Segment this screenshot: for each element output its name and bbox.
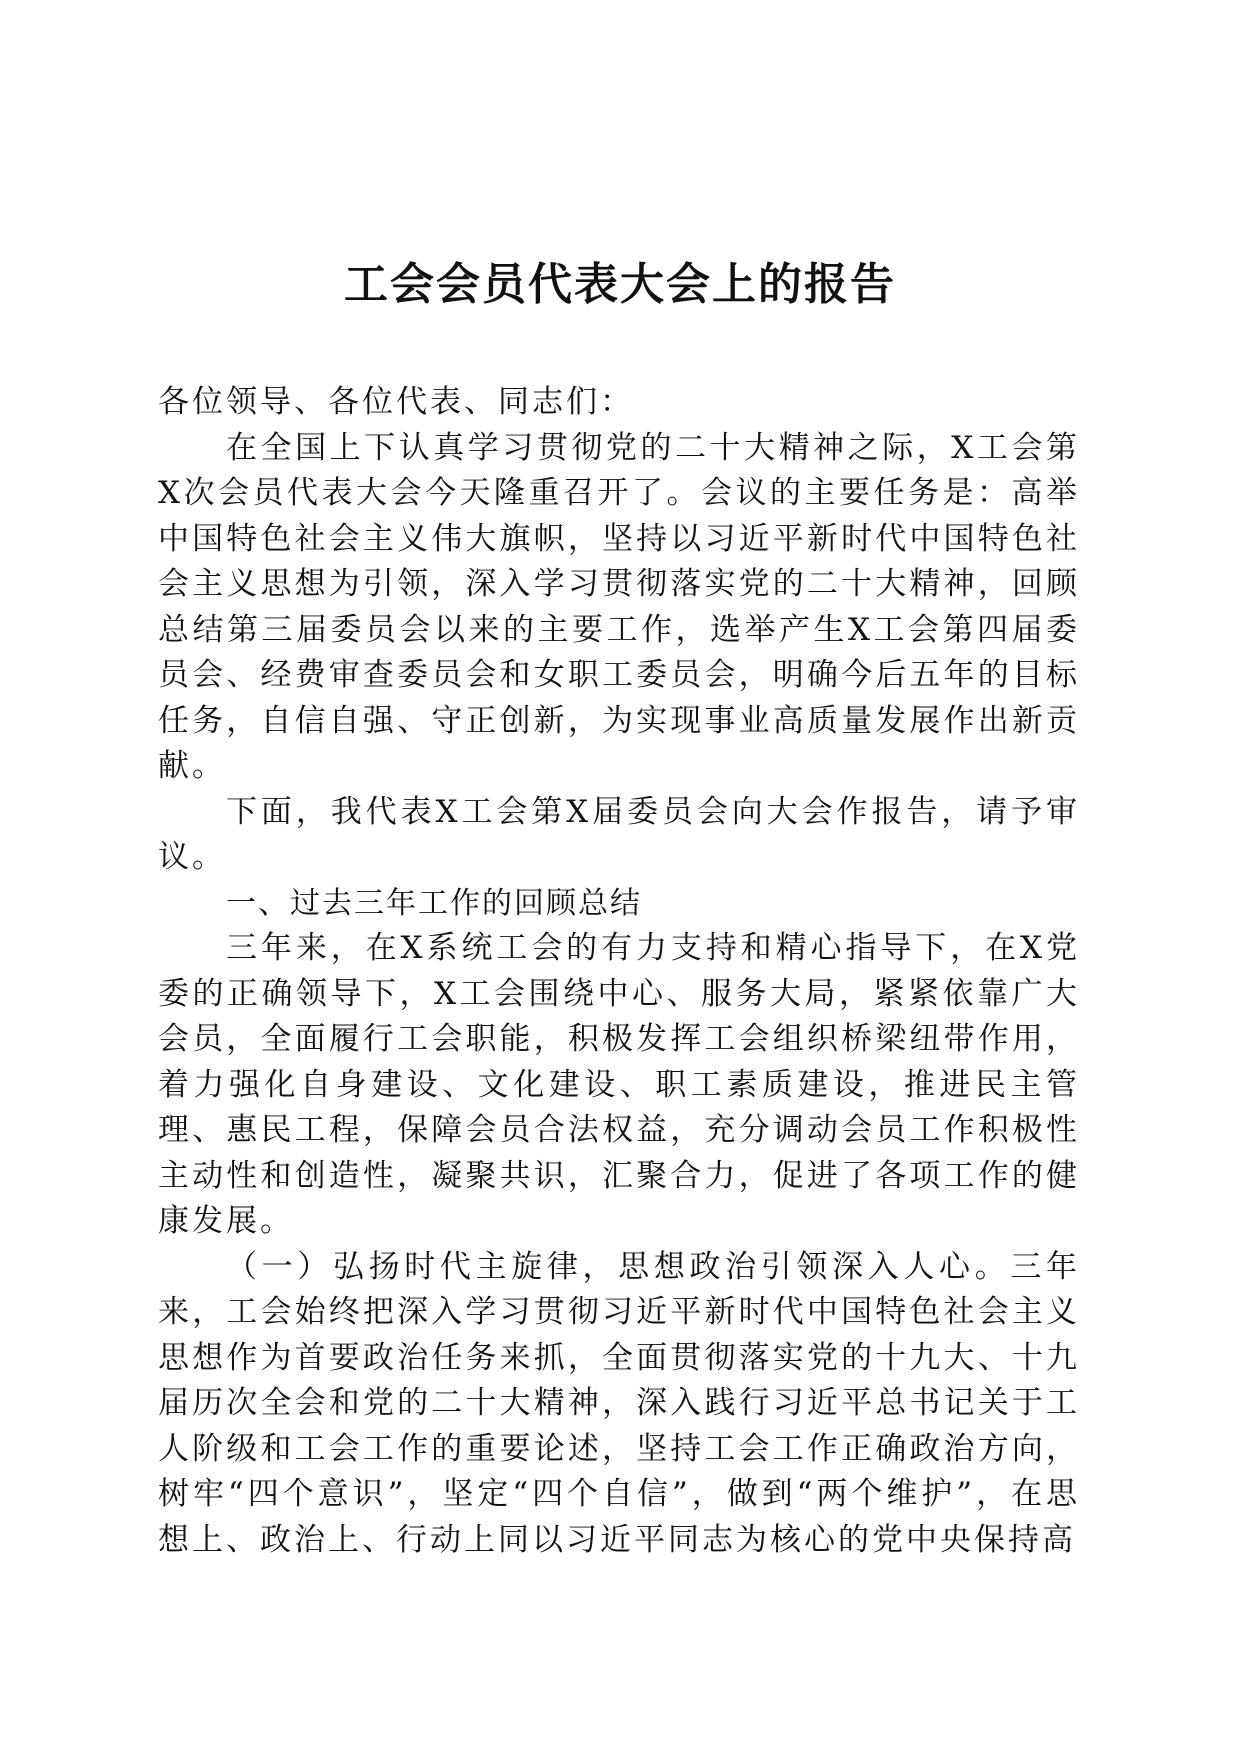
section-heading: 一、过去三年工作的回顾总结	[226, 885, 642, 921]
subsection-heading: （一）弘扬时代主旋律，思想政治引领深入人心。	[226, 1248, 1011, 1285]
paragraph-report-intro: 下面，我代表X工会第X届委员会向大会作报告，请予审议。	[158, 793, 1080, 875]
paragraph-review: 三年来，在X系统工会的有力支持和精心指导下，在X党委的正确领导下，X工会围绕中心、服务大局，紧紧依靠广大会员，全面履行工会职能，积极发挥工会组织桥梁纽带作用，着力强化自身建设、文化建设、职工素质建设，推进民主管理、惠民工程，保障会员合法权益，充分调动会员工作积极性主动性和创造性，凝聚共识，汇聚合力，促进了各项工作的健康发展。	[158, 930, 1080, 1239]
document-body	[158, 380, 1080, 1563]
paragraph-subsection	[158, 1245, 1080, 1564]
paragraph-opening: 在全国上下认真学习贯彻党的二十大精神之际，X工会第X次会员代表大会今天隆重召开了。会议的主要任务是：高举中国特色社会主义伟大旗帜，坚持以习近平新时代中国特色社会主义思想为引领，深入学习贯彻落实党的二十大精神，回顾总结第三届委员会以来的主要工作，选举产生X工会第四届委员会、经费审查委员会和女职工委员会，明确今后五年的目标任务，自信自强、守正创新，为实现事业高质量发展作出新贡献。	[158, 429, 1080, 784]
salutation: 各位领导、各位代表、同志们：	[158, 384, 634, 420]
subsection-body: 三年来，工会始终把深入学习贯彻习近平新时代中国特色社会主义思想作为首要政治任务来抓，全面贯彻落实党的十九大、十九届历次全会和党的二十大精神，深入践行习近平总书记关于工人阶级和工会工作的重要论述，坚持工会工作正确政治方向，树牢“四个意识”，坚定“四个自信”，做到“两个维护”，在思想上、政治上、行动上同以习近平同志为核心的党中央保持高	[158, 1248, 1081, 1558]
document-title: 工会会员代表大会上的报告	[344, 259, 896, 310]
